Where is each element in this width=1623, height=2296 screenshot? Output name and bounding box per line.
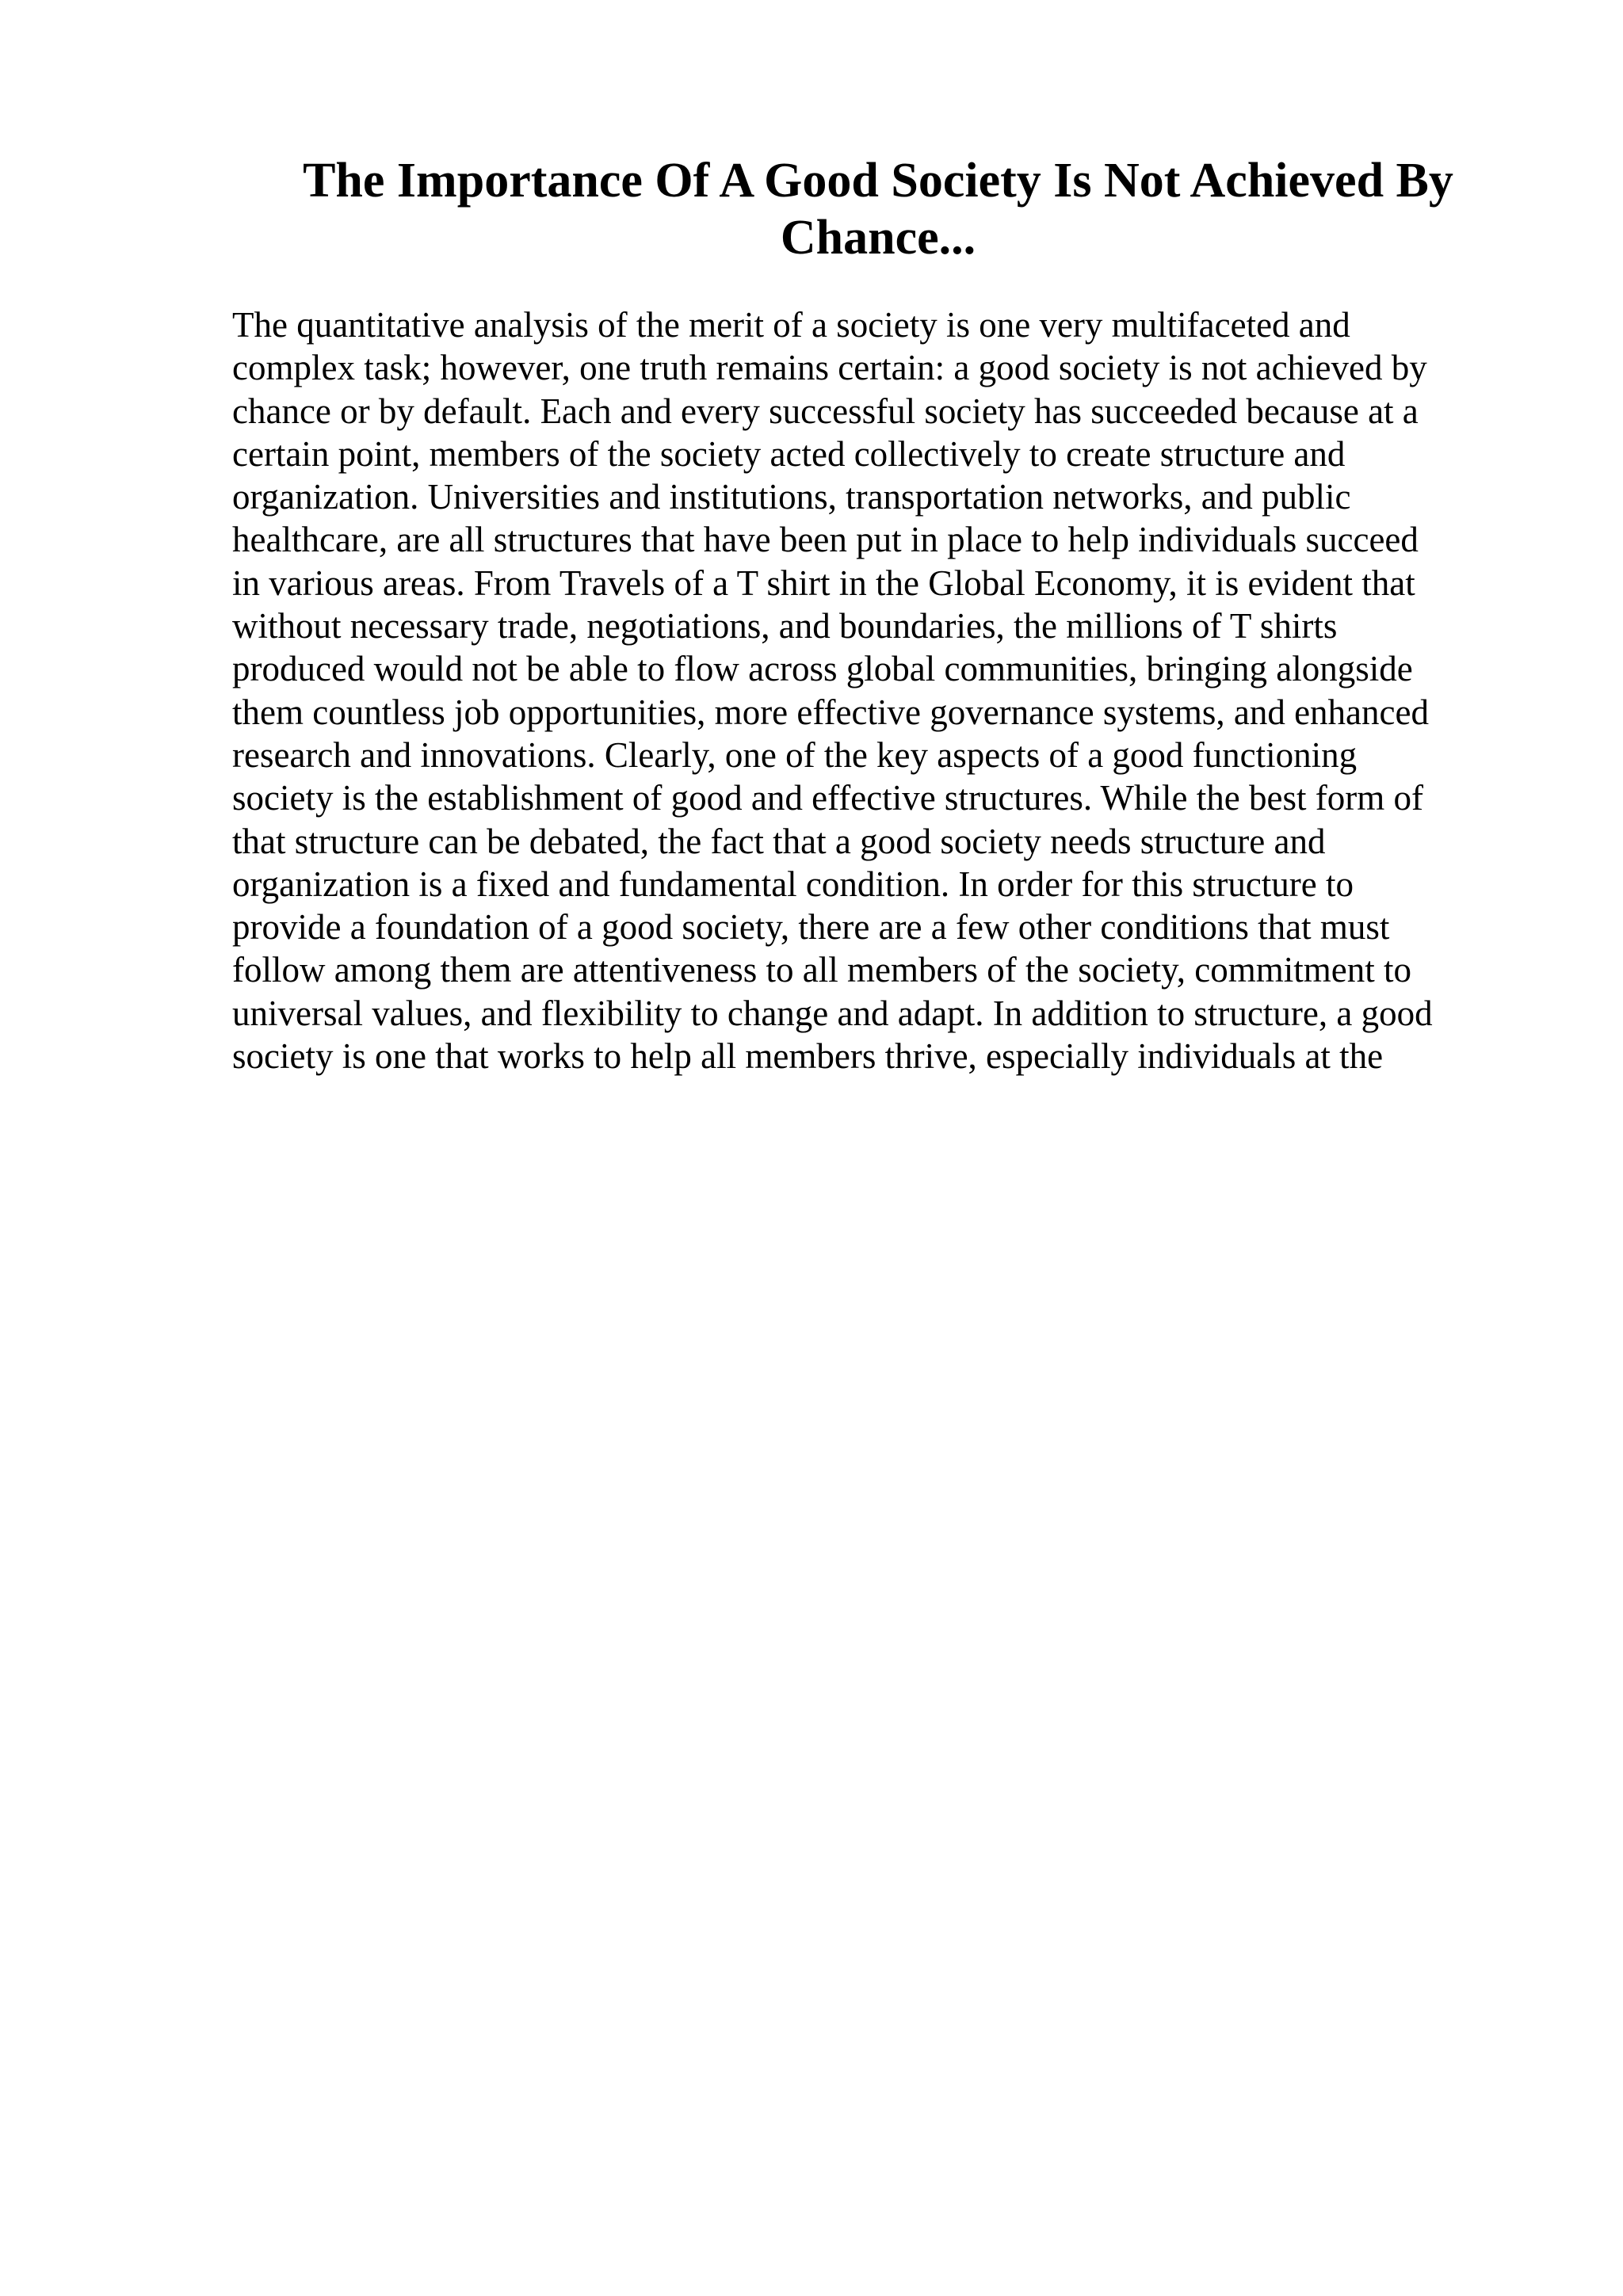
body-line: healthcare, are all structures that have been put in place to help individuals succeed xyxy=(232,520,1419,560)
body-line: universal values, and flexibility to change and adapt. In addition to structure, a good xyxy=(232,993,1433,1033)
body-line: in various areas. From Travels of a T shirt in the Global Economy, it is evident that xyxy=(232,563,1415,603)
body-line: research and innovations. Clearly, one of the key aspects of a good functioning xyxy=(232,734,1358,775)
title-line: Chance... xyxy=(780,211,976,265)
body-line: them countless job opportunities, more effective governance systems, and enhanced xyxy=(232,692,1429,732)
document-body xyxy=(232,303,1532,1077)
body-line: organization. Universities and institutions, transportation networks, and public xyxy=(232,477,1351,517)
body-line: society is the establishment of good and effective structures. While the best form of xyxy=(232,778,1423,818)
body-line: without necessary trade, negotiations, and boundaries, the millions of T shirts xyxy=(232,606,1338,646)
body-line: society is one that works to help all members thrive, especially individuals at the xyxy=(232,1036,1384,1077)
body-line: certain point, members of the society acted collectively to create structure and xyxy=(232,433,1346,474)
body-line: organization is a fixed and fundamental condition. In order for this structure to xyxy=(232,864,1354,904)
body-line: follow among them are attentiveness to all members of the society, commitment to xyxy=(232,950,1411,990)
body-line: The quantitative analysis of the merit of a society is one very multifaceted and xyxy=(232,305,1350,345)
body-line: provide a foundation of a good society, there are a few other conditions that must xyxy=(232,907,1390,948)
body-line: chance or by default. Each and every successful society has succeeded because at a xyxy=(232,391,1419,431)
title-line: The Importance Of A Good Society Is Not Achieved By xyxy=(303,154,1453,208)
body-line: complex task; however, one truth remains certain: a good society is not achieved by xyxy=(232,348,1427,388)
body-line: that structure can be debated, the fact that a good society needs structure and xyxy=(232,821,1326,861)
document-title xyxy=(232,152,1524,266)
body-line: produced would not be able to flow across global communities, bringing alongside xyxy=(232,649,1413,689)
